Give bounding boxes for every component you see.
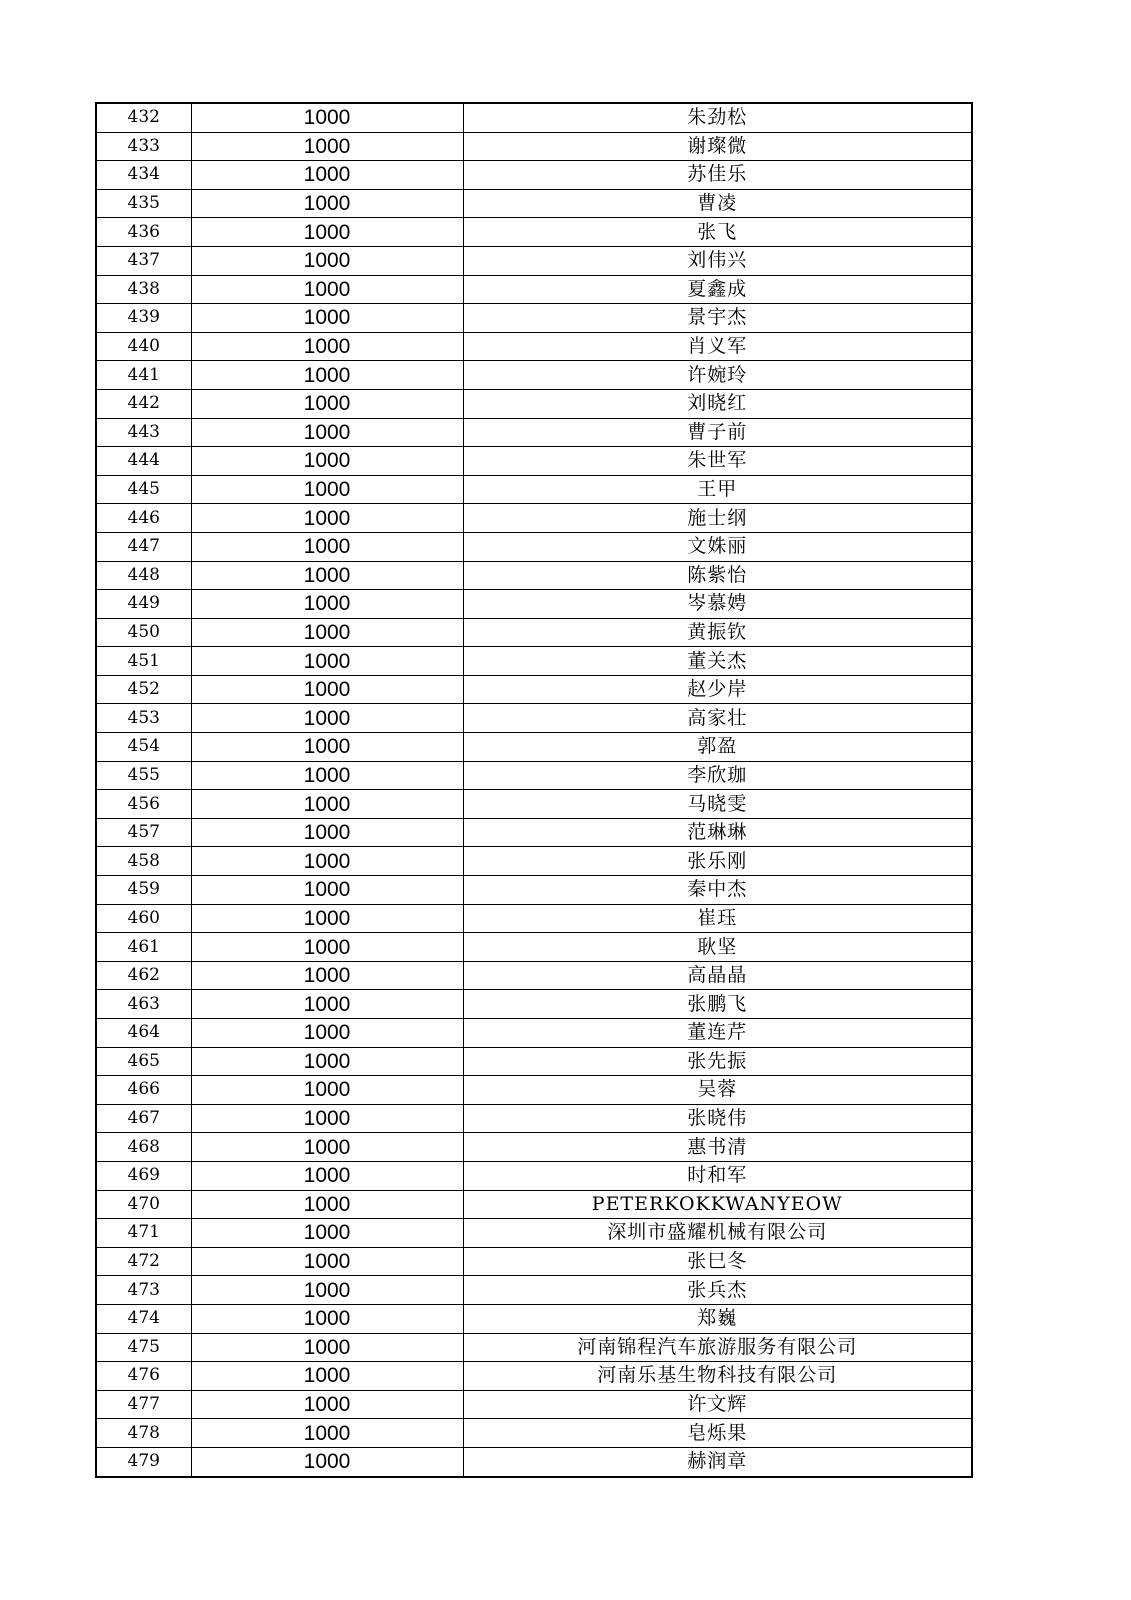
- table-row: [96, 1419, 972, 1448]
- donor-name-cell: 岑慕娉: [463, 590, 972, 619]
- amount-cell: 1000: [191, 1276, 463, 1305]
- amount-cell: 1000: [191, 103, 463, 132]
- donor-name-cell: 许婉玲: [463, 361, 972, 390]
- donor-name-cell: 景宇杰: [463, 304, 972, 333]
- row-number-cell: 469: [96, 1161, 191, 1190]
- amount-cell: 1000: [191, 847, 463, 876]
- table-row: [96, 275, 972, 304]
- amount-cell: 1000: [191, 733, 463, 762]
- row-number-cell: 477: [96, 1390, 191, 1419]
- row-number-cell: 440: [96, 332, 191, 361]
- amount-cell: 1000: [191, 561, 463, 590]
- donor-name-cell: 张乐刚: [463, 847, 972, 876]
- table-row: [96, 246, 972, 275]
- row-number-cell: 457: [96, 818, 191, 847]
- table-row: [96, 961, 972, 990]
- amount-cell: 1000: [191, 990, 463, 1019]
- row-number-cell: 470: [96, 1190, 191, 1219]
- row-number-cell: 454: [96, 733, 191, 762]
- amount-cell: 1000: [191, 1019, 463, 1048]
- donor-name-cell: 张巳冬: [463, 1247, 972, 1276]
- row-number-cell: 450: [96, 618, 191, 647]
- table-row: [96, 790, 972, 819]
- table-row: [96, 475, 972, 504]
- donor-name-cell: 刘晓红: [463, 389, 972, 418]
- donor-name-cell: 张兵杰: [463, 1276, 972, 1305]
- row-number-cell: 453: [96, 704, 191, 733]
- row-number-cell: 456: [96, 790, 191, 819]
- amount-cell: 1000: [191, 675, 463, 704]
- amount-cell: 1000: [191, 1419, 463, 1448]
- table-row: [96, 733, 972, 762]
- table-row: [96, 818, 972, 847]
- donation-table: [95, 102, 973, 1478]
- table-row: [96, 389, 972, 418]
- donor-name-cell: 河南乐基生物科技有限公司: [463, 1362, 972, 1391]
- amount-cell: 1000: [191, 1076, 463, 1105]
- amount-cell: 1000: [191, 275, 463, 304]
- donor-name-cell: 马晓雯: [463, 790, 972, 819]
- table-row: [96, 704, 972, 733]
- donor-name-cell: 高家壮: [463, 704, 972, 733]
- donor-name-cell: 陈紫怡: [463, 561, 972, 590]
- row-number-cell: 466: [96, 1076, 191, 1105]
- table-row: [96, 1447, 972, 1476]
- table-row: [96, 933, 972, 962]
- table-row: [96, 1390, 972, 1419]
- amount-cell: 1000: [191, 504, 463, 533]
- donor-name-cell: 吴蓉: [463, 1076, 972, 1105]
- donor-name-cell: 曹子前: [463, 418, 972, 447]
- donor-name-cell: 夏鑫成: [463, 275, 972, 304]
- row-number-cell: 442: [96, 389, 191, 418]
- row-number-cell: 438: [96, 275, 191, 304]
- donor-name-cell: 董关杰: [463, 647, 972, 676]
- amount-cell: 1000: [191, 1333, 463, 1362]
- row-number-cell: 449: [96, 590, 191, 619]
- amount-cell: 1000: [191, 332, 463, 361]
- amount-cell: 1000: [191, 389, 463, 418]
- table-row: [96, 990, 972, 1019]
- amount-cell: 1000: [191, 1161, 463, 1190]
- donor-name-cell: 河南锦程汽车旅游服务有限公司: [463, 1333, 972, 1362]
- table-row: [96, 1047, 972, 1076]
- donor-name-cell: 崔珏: [463, 904, 972, 933]
- donor-name-cell: 李欣珈: [463, 761, 972, 790]
- donor-name-cell: 张先振: [463, 1047, 972, 1076]
- table-row: [96, 1304, 972, 1333]
- donor-name-cell: 赵少岸: [463, 675, 972, 704]
- row-number-cell: 435: [96, 189, 191, 218]
- amount-cell: 1000: [191, 1247, 463, 1276]
- table-row: [96, 361, 972, 390]
- row-number-cell: 462: [96, 961, 191, 990]
- donor-name-cell: 刘伟兴: [463, 246, 972, 275]
- donor-name-cell: 郭盈: [463, 733, 972, 762]
- table-row: [96, 1219, 972, 1248]
- amount-cell: 1000: [191, 304, 463, 333]
- table-row: [96, 103, 972, 132]
- row-number-cell: 475: [96, 1333, 191, 1362]
- table-row: [96, 332, 972, 361]
- table-row: [96, 1333, 972, 1362]
- row-number-cell: 465: [96, 1047, 191, 1076]
- row-number-cell: 452: [96, 675, 191, 704]
- donor-name-cell: 黄振钦: [463, 618, 972, 647]
- amount-cell: 1000: [191, 1219, 463, 1248]
- table-row: [96, 847, 972, 876]
- donor-name-cell: 郑巍: [463, 1304, 972, 1333]
- row-number-cell: 443: [96, 418, 191, 447]
- table-row: [96, 218, 972, 247]
- table-row: [96, 761, 972, 790]
- row-number-cell: 472: [96, 1247, 191, 1276]
- row-number-cell: 447: [96, 532, 191, 561]
- amount-cell: 1000: [191, 618, 463, 647]
- table-row: [96, 590, 972, 619]
- table-row: [96, 532, 972, 561]
- donation-table-body: [96, 103, 972, 1477]
- amount-cell: 1000: [191, 1362, 463, 1391]
- donor-name-cell: 文姝丽: [463, 532, 972, 561]
- table-row: [96, 504, 972, 533]
- donor-name-cell: 苏佳乐: [463, 161, 972, 190]
- row-number-cell: 446: [96, 504, 191, 533]
- row-number-cell: 455: [96, 761, 191, 790]
- amount-cell: 1000: [191, 447, 463, 476]
- amount-cell: 1000: [191, 532, 463, 561]
- amount-cell: 1000: [191, 1104, 463, 1133]
- table-row: [96, 876, 972, 905]
- donor-name-cell: 肖义军: [463, 332, 972, 361]
- table-row: [96, 1362, 972, 1391]
- donor-name-cell: PETERKOKKWANYEOW: [463, 1190, 972, 1219]
- amount-cell: 1000: [191, 647, 463, 676]
- row-number-cell: 468: [96, 1133, 191, 1162]
- table-row: [96, 418, 972, 447]
- row-number-cell: 432: [96, 103, 191, 132]
- amount-cell: 1000: [191, 818, 463, 847]
- row-number-cell: 463: [96, 990, 191, 1019]
- donor-name-cell: 朱劲松: [463, 103, 972, 132]
- amount-cell: 1000: [191, 1133, 463, 1162]
- table-row: [96, 1104, 972, 1133]
- donor-name-cell: 皂烁果: [463, 1419, 972, 1448]
- donor-name-cell: 王甲: [463, 475, 972, 504]
- table-row: [96, 1247, 972, 1276]
- donor-name-cell: 高晶晶: [463, 961, 972, 990]
- amount-cell: 1000: [191, 1390, 463, 1419]
- donor-name-cell: 谢璨微: [463, 132, 972, 161]
- amount-cell: 1000: [191, 1047, 463, 1076]
- amount-cell: 1000: [191, 790, 463, 819]
- table-row: [96, 1161, 972, 1190]
- row-number-cell: 458: [96, 847, 191, 876]
- donor-name-cell: 朱世军: [463, 447, 972, 476]
- table-row: [96, 675, 972, 704]
- table-row: [96, 161, 972, 190]
- row-number-cell: 474: [96, 1304, 191, 1333]
- table-row: [96, 904, 972, 933]
- row-number-cell: 448: [96, 561, 191, 590]
- row-number-cell: 461: [96, 933, 191, 962]
- donor-name-cell: 张飞: [463, 218, 972, 247]
- amount-cell: 1000: [191, 1190, 463, 1219]
- amount-cell: 1000: [191, 1304, 463, 1333]
- table-row: [96, 647, 972, 676]
- table-row: [96, 561, 972, 590]
- table-row: [96, 304, 972, 333]
- row-number-cell: 439: [96, 304, 191, 333]
- amount-cell: 1000: [191, 1447, 463, 1476]
- table-row: [96, 1190, 972, 1219]
- amount-cell: 1000: [191, 704, 463, 733]
- row-number-cell: 434: [96, 161, 191, 190]
- amount-cell: 1000: [191, 161, 463, 190]
- table-row: [96, 1019, 972, 1048]
- amount-cell: 1000: [191, 876, 463, 905]
- row-number-cell: 471: [96, 1219, 191, 1248]
- row-number-cell: 473: [96, 1276, 191, 1305]
- donor-name-cell: 秦中杰: [463, 876, 972, 905]
- row-number-cell: 437: [96, 246, 191, 275]
- donor-name-cell: 施士纲: [463, 504, 972, 533]
- donor-name-cell: 时和军: [463, 1161, 972, 1190]
- table-row: [96, 447, 972, 476]
- donor-name-cell: 张鹏飞: [463, 990, 972, 1019]
- amount-cell: 1000: [191, 246, 463, 275]
- row-number-cell: 445: [96, 475, 191, 504]
- row-number-cell: 478: [96, 1419, 191, 1448]
- table-row: [96, 189, 972, 218]
- table-row: [96, 1133, 972, 1162]
- row-number-cell: 441: [96, 361, 191, 390]
- row-number-cell: 464: [96, 1019, 191, 1048]
- donor-name-cell: 张晓伟: [463, 1104, 972, 1133]
- table-row: [96, 132, 972, 161]
- amount-cell: 1000: [191, 904, 463, 933]
- row-number-cell: 479: [96, 1447, 191, 1476]
- row-number-cell: 444: [96, 447, 191, 476]
- donor-name-cell: 范琳琳: [463, 818, 972, 847]
- row-number-cell: 433: [96, 132, 191, 161]
- row-number-cell: 476: [96, 1362, 191, 1391]
- amount-cell: 1000: [191, 418, 463, 447]
- table-row: [96, 618, 972, 647]
- amount-cell: 1000: [191, 590, 463, 619]
- amount-cell: 1000: [191, 933, 463, 962]
- donor-name-cell: 耿坚: [463, 933, 972, 962]
- amount-cell: 1000: [191, 475, 463, 504]
- donor-name-cell: 惠书清: [463, 1133, 972, 1162]
- amount-cell: 1000: [191, 218, 463, 247]
- donor-name-cell: 许文辉: [463, 1390, 972, 1419]
- donor-name-cell: 曹凌: [463, 189, 972, 218]
- row-number-cell: 451: [96, 647, 191, 676]
- row-number-cell: 436: [96, 218, 191, 247]
- amount-cell: 1000: [191, 761, 463, 790]
- amount-cell: 1000: [191, 189, 463, 218]
- table-row: [96, 1076, 972, 1105]
- donor-name-cell: 赫润章: [463, 1447, 972, 1476]
- donor-name-cell: 董连芹: [463, 1019, 972, 1048]
- row-number-cell: 459: [96, 876, 191, 905]
- donor-name-cell: 深圳市盛耀机械有限公司: [463, 1219, 972, 1248]
- row-number-cell: 467: [96, 1104, 191, 1133]
- amount-cell: 1000: [191, 361, 463, 390]
- amount-cell: 1000: [191, 961, 463, 990]
- table-row: [96, 1276, 972, 1305]
- row-number-cell: 460: [96, 904, 191, 933]
- amount-cell: 1000: [191, 132, 463, 161]
